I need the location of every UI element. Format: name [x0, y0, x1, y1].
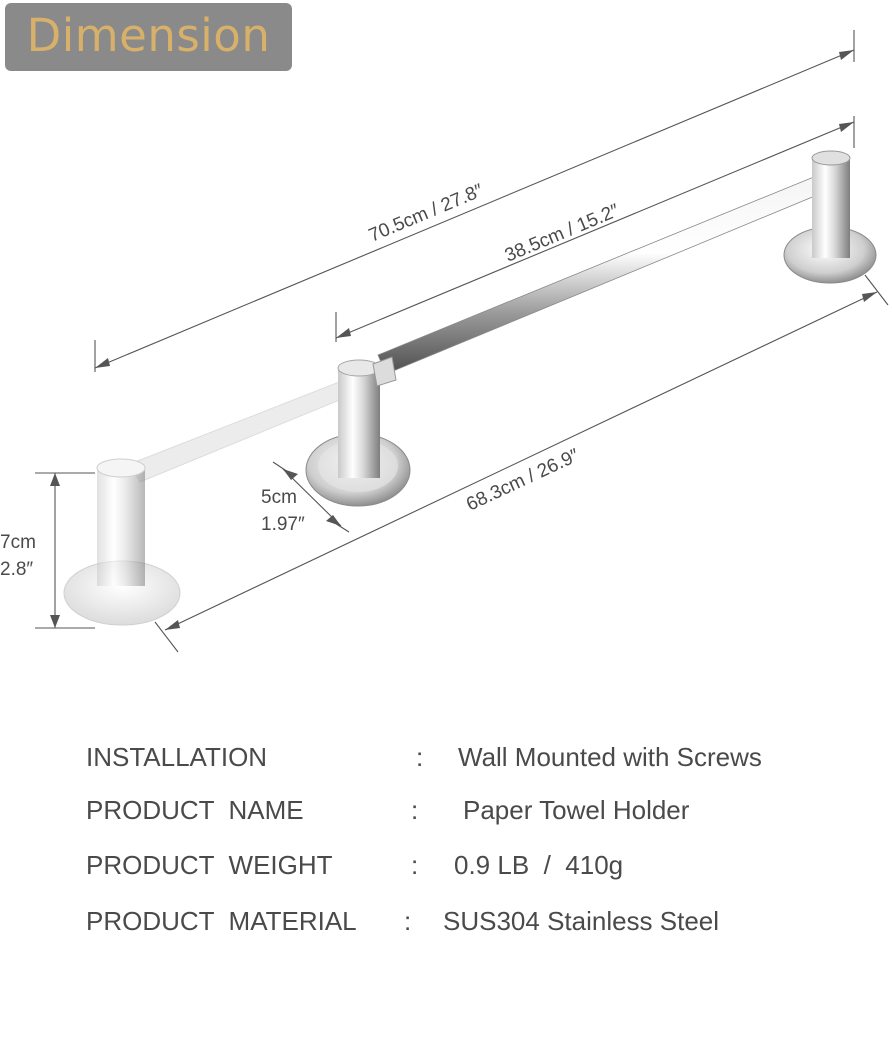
bar-length-label: 38.5cm / 15.2″: [501, 200, 623, 267]
spec-value: 0.9 LB / 410g: [454, 850, 624, 880]
height-in-label: 2.8″: [0, 559, 34, 580]
spec-label: INSTALLATION: [86, 742, 268, 772]
spec-label: PRODUCT WEIGHT: [86, 850, 333, 880]
spec-value: Paper Towel Holder: [463, 795, 690, 825]
spec-label: PRODUCT MATERIAL: [86, 906, 357, 936]
spec-colon: :: [411, 850, 419, 880]
spec-row-installation: [86, 742, 762, 776]
spec-row-name: [86, 795, 690, 829]
spec-label: PRODUCT NAME: [86, 795, 304, 825]
spec-colon: :: [416, 742, 424, 772]
height-cm-label: 7cm: [0, 532, 36, 553]
spec-colon: :: [404, 906, 412, 936]
spec-colon: :: [411, 795, 419, 825]
spec-value: Wall Mounted with Screws: [458, 742, 762, 772]
overall-length-label: 70.5cm / 27.8″: [365, 180, 487, 247]
base-span-label: 68.3cm / 26.9″: [463, 444, 583, 516]
badge-title: Dimension: [26, 9, 271, 62]
spec-row-weight: [86, 850, 624, 884]
base-diameter-cm-label: 5cm: [261, 487, 297, 508]
base-diameter-in-label: 1.97″: [261, 514, 305, 535]
spec-value: SUS304 Stainless Steel: [443, 906, 720, 936]
spec-row-material: [86, 906, 720, 940]
